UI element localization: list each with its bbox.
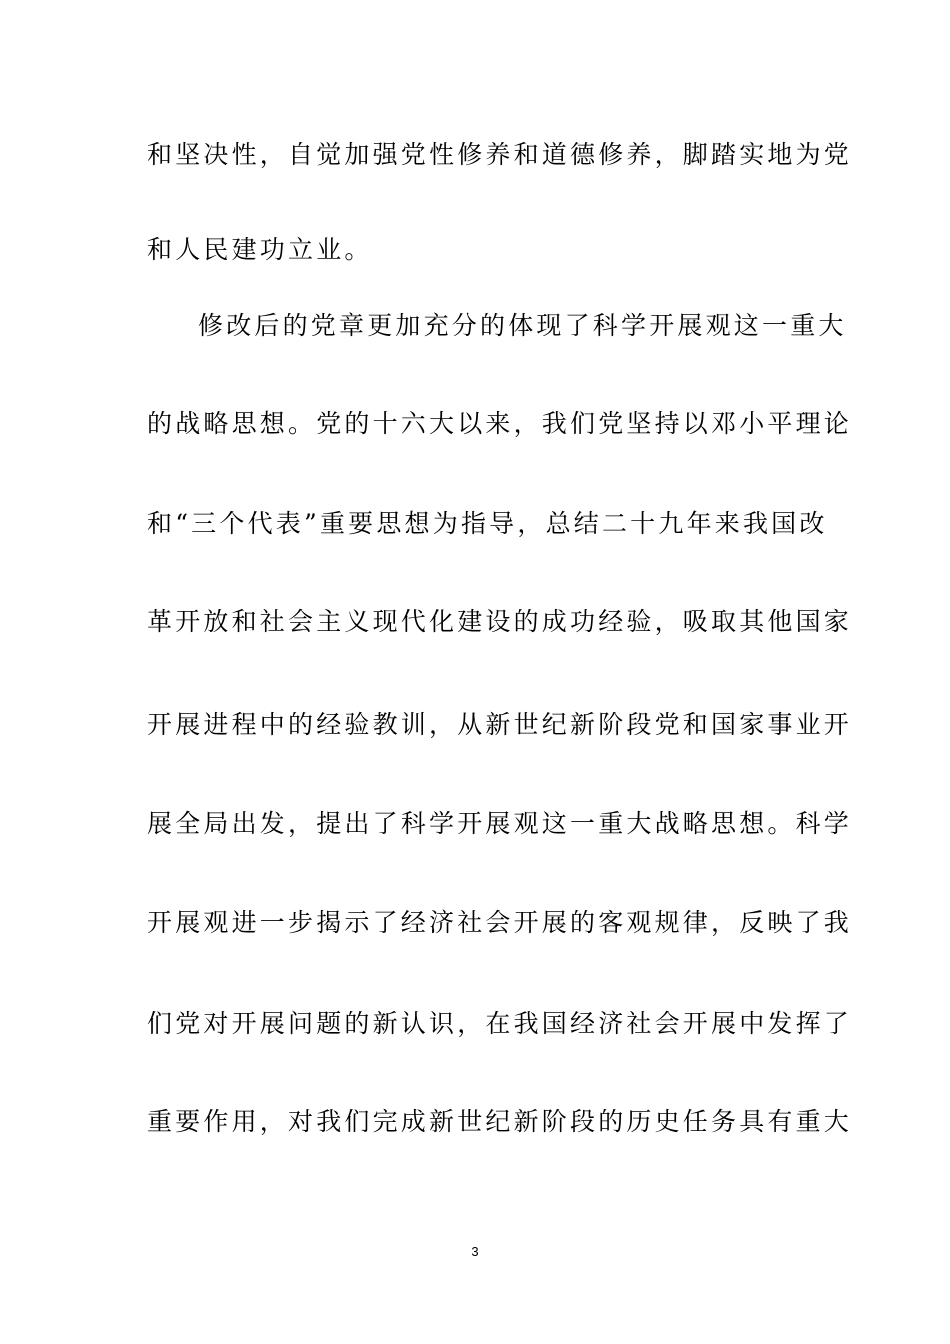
text-line-1: 和坚决性，自觉加强党性修养和道德修养，脚踏实地为党 — [147, 140, 853, 169]
text-line-2: 和人民建功立业。 — [147, 235, 373, 264]
text-line-5: 和“三个代表”重要思想为指导，总结二十九年来我国改 — [147, 509, 828, 538]
text-line-7: 开展进程中的经验教训，从新世纪新阶段党和国家事业开 — [147, 710, 853, 739]
text-line-9: 开展观进一步揭示了经济社会开展的客观规律，反映了我 — [147, 908, 853, 937]
text-line-10: 们党对开展问题的新认识，在我国经济社会开展中发挥了 — [147, 1009, 853, 1038]
text-line-3-paragraph-start: 修改后的党章更加充分的体现了科学开展观这一重大 — [198, 311, 847, 340]
text-line-8: 展全局出发，提出了科学开展观这一重大战略思想。科学 — [147, 809, 853, 838]
page-number: 3 — [471, 1244, 479, 1259]
text-line-4: 的战略思想。党的十六大以来，我们党坚持以邓小平理论 — [147, 409, 853, 438]
text-line-6: 革开放和社会主义现代化建设的成功经验，吸取其他国家 — [147, 607, 853, 636]
text-line-11: 重要作用，对我们完成新世纪新阶段的历史任务具有重大 — [147, 1107, 853, 1136]
